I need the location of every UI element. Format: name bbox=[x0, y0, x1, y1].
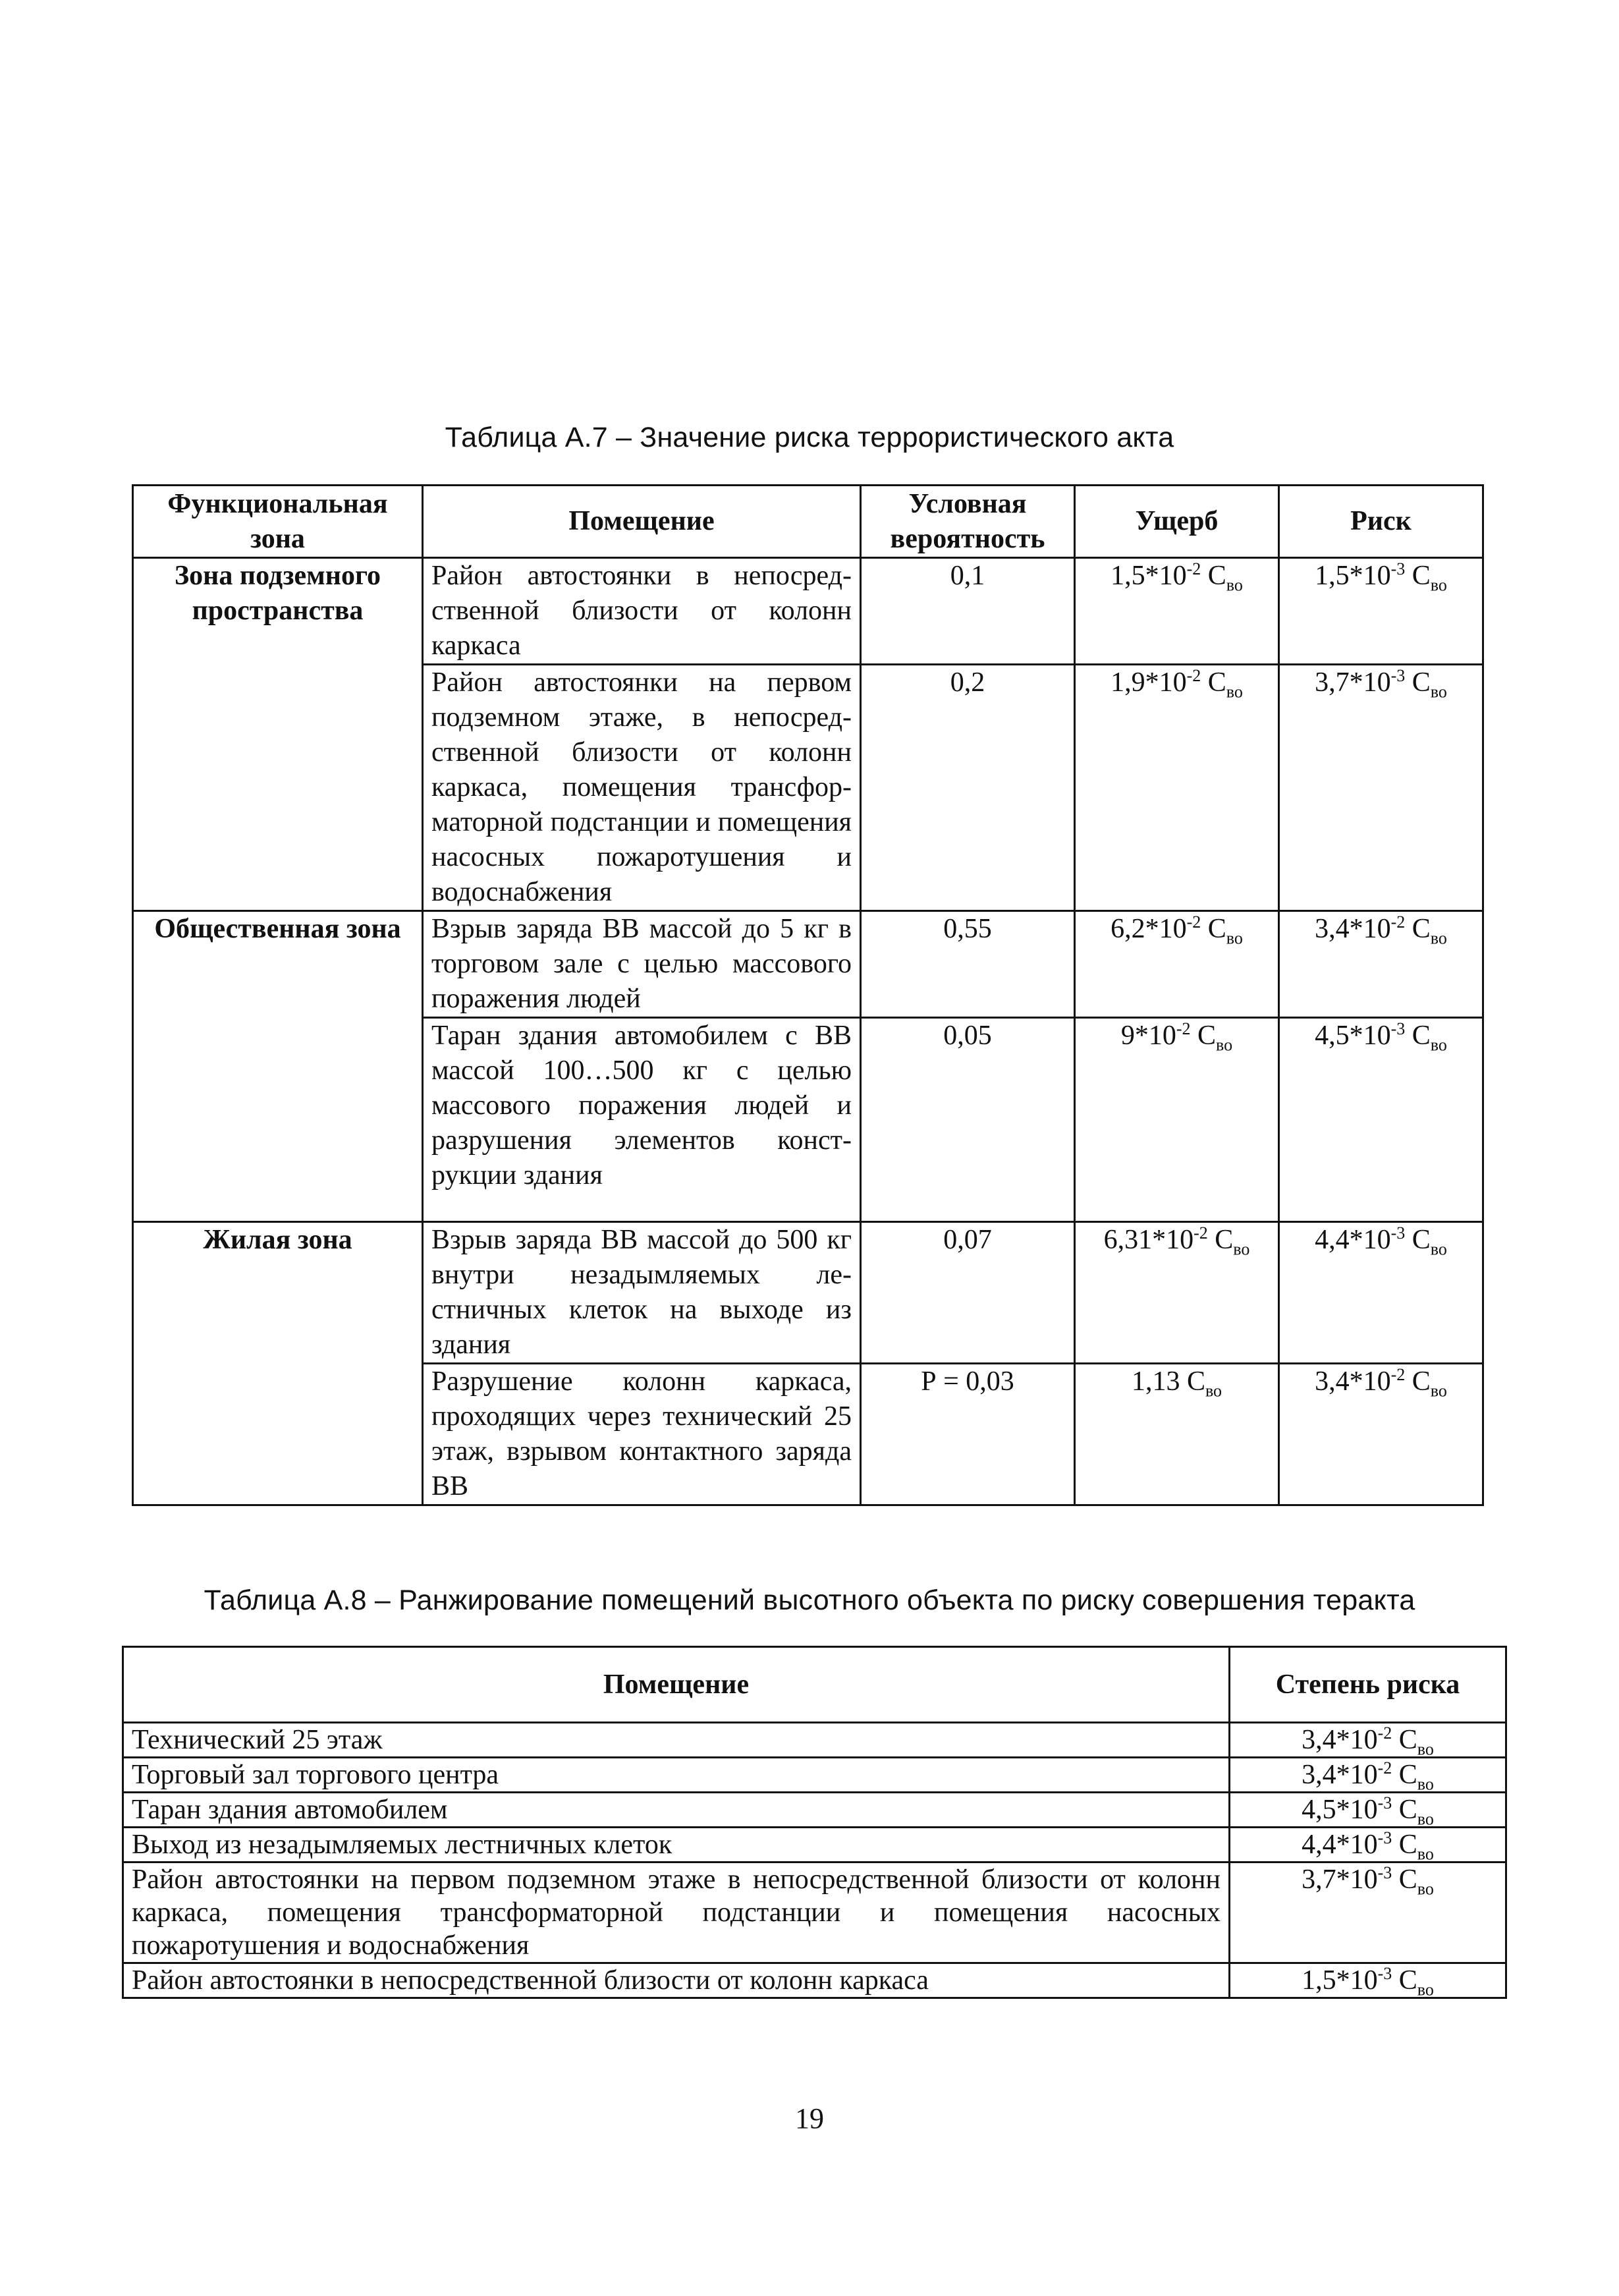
risk-cell: $3,4*10^{-2}$ $C_{во}$ bbox=[1279, 1364, 1483, 1505]
damage-cell: 1,13 $C_{во}$ bbox=[1075, 1364, 1279, 1505]
risk-cell: $3,4*10^{-2}$ $C_{во}$ bbox=[1230, 1758, 1506, 1793]
damage-cell: $1,9*10^{-2}$ $C_{во}$ bbox=[1075, 665, 1279, 911]
risk-cell: $1,5*10^{-3}$ $C_{во}$ bbox=[1279, 558, 1483, 665]
damage-cell: $9*10^{-2}$ $C_{во}$ bbox=[1075, 1018, 1279, 1222]
risk-cell: $4,5*10^{-3}$ $C_{во}$ bbox=[1279, 1018, 1483, 1222]
probability-cell: 0,05 bbox=[861, 1018, 1075, 1222]
table-row bbox=[133, 911, 1483, 1018]
probability-cell: 0,2 bbox=[861, 665, 1075, 911]
risk-table-a7 bbox=[132, 484, 1484, 1506]
room-cell: Район автостоянки в непосредственной близости от колонн каркаса bbox=[123, 1963, 1230, 1998]
ranking-table-a8 bbox=[122, 1646, 1507, 1999]
room-cell: Разрушение колонн каркаса, проходящих через технический 25 этаж, взрывом контактного заряда ВВ bbox=[423, 1364, 861, 1505]
room-cell: Район автостоянки на первом подземном этаже в непосредственной близости от колонн каркаса, помещения трансформаторной подстанции и помещения насосных пожаротушения и водоснабжения bbox=[123, 1862, 1230, 1963]
risk-cell: $3,7*10^{-3}$ $C_{во}$ bbox=[1230, 1862, 1506, 1963]
table-row bbox=[123, 1793, 1506, 1828]
room-cell: Торговый зал торгового центра bbox=[123, 1758, 1230, 1793]
probability-cell: Р = 0,03 bbox=[861, 1364, 1075, 1505]
risk-cell: $3,7*10^{-3}$ $C_{во}$ bbox=[1279, 665, 1483, 911]
header-risk-level: Степень риска bbox=[1230, 1647, 1506, 1723]
table-row bbox=[133, 1222, 1483, 1364]
probability-cell: 0,07 bbox=[861, 1222, 1075, 1364]
table-row bbox=[133, 558, 1483, 665]
risk-cell: $4,4*10^{-3}$ $C_{во}$ bbox=[1230, 1828, 1506, 1862]
table-a7-caption: Таблица А.7 – Значение риска террористического акта bbox=[445, 422, 1174, 453]
probability-cell: 0,1 bbox=[861, 558, 1075, 665]
probability-cell: 0,55 bbox=[861, 911, 1075, 1018]
table-a8-caption: Таблица А.8 – Ранжирование помещений высотного объекта по риску совершения теракта bbox=[204, 1584, 1415, 1616]
room-cell: Район автостоянки в непосредственной близости от колонн каркаса bbox=[423, 558, 861, 665]
damage-cell: $1,5*10^{-2}$ $C_{во}$ bbox=[1075, 558, 1279, 665]
page-number: 19 bbox=[795, 2102, 824, 2135]
table-a7-header-row bbox=[133, 486, 1483, 558]
zone-cell: Жилая зона bbox=[133, 1222, 423, 1505]
room-cell: Взрыв заряда ВВ массой до 500 кг внутри незадымляемых лестничных клеток на выходе из здания bbox=[423, 1222, 861, 1364]
room-cell: Выход из незадымляемых лестничных клеток bbox=[123, 1828, 1230, 1862]
table-row bbox=[123, 1862, 1506, 1963]
header-room: Помещение bbox=[123, 1647, 1230, 1723]
room-cell: Таран здания автомобилем с ВВ массой 100…500 кг с целью массового поражения людей и разрушения элементов конструкции здания bbox=[423, 1018, 861, 1222]
room-cell: Взрыв заряда ВВ массой до 5 кг в торговом зале с целью массового поражения людей bbox=[423, 911, 861, 1018]
room-cell: Таран здания автомобилем bbox=[123, 1793, 1230, 1828]
damage-cell: $6,31*10^{-2}$ $C_{во}$ bbox=[1075, 1222, 1279, 1364]
room-cell: Район автостоянки на первом подземном этаже, в непосредственной близости от колонн каркаса, помещения трансформаторной подстанции и помещения насосных пожаротушения и водоснабжения bbox=[423, 665, 861, 911]
damage-cell: $6,2*10^{-2}$ $C_{во}$ bbox=[1075, 911, 1279, 1018]
zone-cell: Зона подземного пространства bbox=[133, 558, 423, 911]
risk-cell: $4,4*10^{-3}$ $C_{во}$ bbox=[1279, 1222, 1483, 1364]
header-room: Помещение bbox=[423, 486, 861, 558]
room-cell: Технический 25 этаж bbox=[123, 1723, 1230, 1758]
risk-cell: $1,5*10^{-3}$ $C_{во}$ bbox=[1230, 1963, 1506, 1998]
risk-cell: $3,4*10^{-2}$ $C_{во}$ bbox=[1279, 911, 1483, 1018]
table-a8-header-row bbox=[123, 1647, 1506, 1723]
risk-cell: $4,5*10^{-3}$ $C_{во}$ bbox=[1230, 1793, 1506, 1828]
table-row bbox=[123, 1723, 1506, 1758]
header-risk: Риск bbox=[1279, 486, 1483, 558]
header-probability: Условная вероятность bbox=[861, 486, 1075, 558]
table-row bbox=[123, 1963, 1506, 1998]
header-damage: Ущерб bbox=[1075, 486, 1279, 558]
header-zone: Функциональная зона bbox=[133, 486, 423, 558]
zone-cell: Общественная зона bbox=[133, 911, 423, 1222]
table-row bbox=[123, 1828, 1506, 1862]
risk-cell: $3,4*10^{-2}$ $C_{во}$ bbox=[1230, 1723, 1506, 1758]
table-row bbox=[123, 1758, 1506, 1793]
